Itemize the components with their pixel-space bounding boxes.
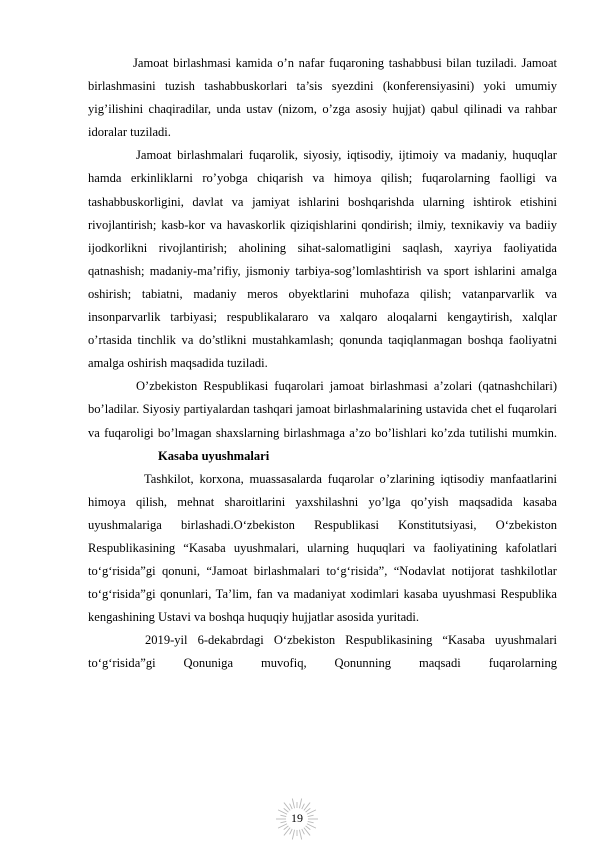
paragraph-membership: O’zbekiston Respublikasi fuqarolari jamoat birlashmasi a’zolari (qatnashchilari) bo’ladilar. Siyosiy partiyalardan tashqari jamoat birlashmalarining ustavida chet el fuqarolari va fuqaroligi bo’lmagan shaxslarning birlashmaga a’zo bo’lishlari ko’zda tutilishi mumkin.: [88, 379, 557, 440]
paragraph-law-2019: 2019-yil 6-dekabrdagi O‘zbekiston Respublikasining “Kasaba uyushmalari to‘g‘risida”gi Qonuniga muvofiq, Qonunning maqsadi fuqarolarning: [88, 633, 557, 671]
paragraph-purposes: Jamoat birlashmalari fuqarolik, siyosiy, iqtisodiy, ijtimoiy va madaniy, huquqlar hamda erkinliklarni ro’yobga chiqarish va himoya qilish; fuqarolarning faolligi va tashabbuskorligini, davlat va jamiyat ishlarini boshqarishda ularning ishtirok etishini rivojlantirish; kasb-kor va havaskorlik qiziqishlarini qondirish; ilmiy, texnikaviy va badiiy ijodkorlikni rivojlantirish; aholining sihat-salomatligini saqlash, xayriya faoliyatida qatnashish; madaniy-ma’rifiy, jismoniy tarbiya-sog’lomlashtirish va sport ishlarini amalga oshirish; tabiatni, madaniy meros obyektlarini muhofaza qilish; vatanparvarlik va insonparvarlik tarbiyasi; respublikalararo va xalqaro aloqalarni kengaytirish, xalqlar o’rtasida tinchlik va do’stlikni mustahkamlash; qonunda taqiqlanmagan boshqa faoliyatni amalga oshirish maqsadida tuziladi.: [88, 148, 557, 371]
document-body: [88, 52, 557, 676]
page-footer: [0, 798, 595, 842]
paragraph-trade-unions: Tashkilot, korxona, muassasalarda fuqarolar o’zlarining iqtisodiy manfaatlarini himoya qilish, mehnat sharoitlarini yaxshilashni yo’lga qo’yish maqsadida kasaba uyushmalariga birlashadi.O‘zbekiston Respublikasi Konstitutsiyasi, O‘zbekiston Respublikasining “Kasaba uyushmalari, ularning huquqlari va faoliyatining kafolatlari to‘g‘risida”gi qonuni, “Jamoat birlashmalari to‘g‘risida”, “Nodavlat notijorat tashkilotlar to‘g‘risida”gi qonunlari, Ta’lim, fan va madaniyat xodimlari kasaba uyushmasi Respublika kengashining Ustavi va boshqa huquqiy hujjatlar asosida yuritadi.: [88, 471, 557, 625]
page-number-badge: [273, 795, 321, 843]
section-heading: Kasaba uyushmalari: [158, 448, 270, 463]
page-number: 19: [291, 811, 303, 826]
paragraph-founding: Jamoat birlashmasi kamida o’n nafar fuqaroning tashabbusi bilan tuziladi. Jamoat birlashmasini tuzish tashabbuskorlari ta’sis syezdini (konferensiyasini) yoki umumiy yig’ilishini chaqiradilar, unda ustav (nizom, o’zga asosiy hujjat) qabul qilinadi va rahbar idoralar tuziladi.: [88, 56, 557, 140]
